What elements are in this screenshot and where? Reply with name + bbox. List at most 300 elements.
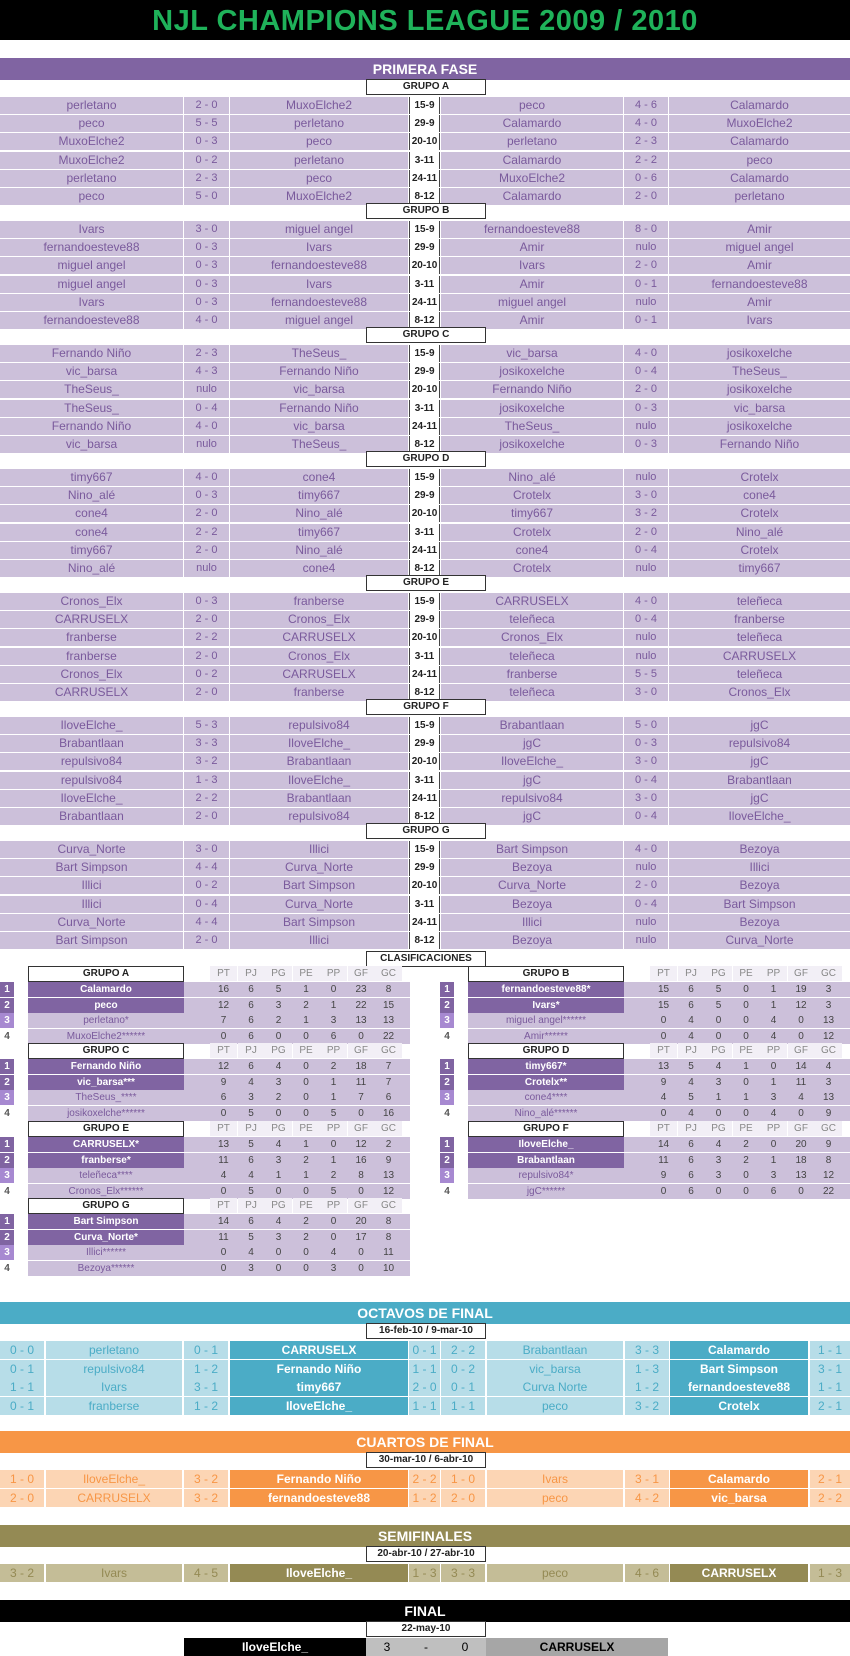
team-name: franberse	[441, 666, 623, 683]
team-name: josikoxelche******	[28, 1106, 184, 1121]
stat-value: 1	[715, 1092, 722, 1103]
aggregate-score: 0 - 1	[409, 1341, 440, 1359]
stat-value: 0	[303, 1061, 309, 1072]
team-name: Cronos_Elx	[441, 629, 623, 646]
team-name: perletano	[230, 115, 408, 132]
team-name: IloveElche_	[0, 717, 183, 734]
stat-value: 3	[275, 1076, 282, 1088]
team-name: Curva_Norte	[230, 859, 408, 876]
team-name: Bezoya	[669, 841, 850, 858]
aggregate-score: 2 - 0	[409, 1378, 440, 1396]
team-name: Ivars	[230, 276, 408, 293]
team-name: vic_barsa	[0, 436, 183, 453]
team-name: repulsivo84	[0, 772, 183, 789]
rank: 1	[0, 1059, 14, 1074]
stat-value: 6	[248, 1216, 254, 1227]
column-header: GC	[375, 966, 402, 981]
team-name: cone4****	[468, 1090, 624, 1105]
column-header: PT	[650, 966, 677, 981]
match-score: 4 - 4	[184, 859, 229, 876]
match-score: nulo	[624, 914, 668, 931]
stat-value: 0	[358, 1107, 364, 1119]
rank: 2	[440, 1153, 454, 1168]
team-name: miguel angel	[230, 221, 408, 238]
column-header: PG	[265, 1198, 292, 1213]
team-name: Illici******	[28, 1245, 184, 1260]
stat-value: 8	[385, 1216, 392, 1227]
aggregate-score: 0 - 1	[0, 1397, 44, 1415]
stat-value: 15	[657, 984, 670, 995]
team-name: Amir	[669, 257, 850, 274]
rank: 1	[440, 1059, 454, 1074]
team-name: Curva_Norte	[441, 877, 623, 894]
team-name: josikoxelche	[669, 418, 850, 435]
team-name: IloveElche_	[230, 735, 408, 752]
stat-value: 6	[385, 1092, 392, 1103]
team-name: vic_barsa	[669, 400, 850, 417]
stat-value: 14	[657, 1139, 670, 1150]
stat-value: 17	[355, 1231, 367, 1243]
aggregate-score: 3 - 1	[184, 1378, 228, 1396]
rank: 1	[0, 1214, 14, 1229]
match-score: 2 - 0	[184, 648, 229, 665]
aggregate-score: 0 - 0	[0, 1341, 44, 1359]
stat-value: 0	[330, 1216, 337, 1227]
stat-value: 0	[798, 1030, 804, 1042]
stat-value: 4	[248, 1247, 254, 1258]
team-name: Crotelx	[441, 524, 623, 541]
rank: 3	[0, 1013, 14, 1028]
team-name: fernandoesteve88	[230, 257, 408, 274]
team-name: Bart Simpson	[441, 841, 623, 858]
stat-value: 0	[303, 1247, 309, 1258]
match-score: 3 - 2	[624, 505, 668, 522]
final-date: 22-may-10	[366, 1621, 486, 1637]
team-name: Illici	[441, 914, 623, 931]
team-name: TheSeus_	[230, 345, 408, 362]
team-name: Cronos_Elx	[0, 593, 183, 610]
stat-value: 0	[715, 1015, 722, 1026]
group-label: GRUPO D	[366, 451, 486, 467]
stat-value: 4	[660, 1092, 667, 1103]
stat-value: 5	[715, 999, 722, 1011]
team-name: jgC	[669, 753, 850, 770]
team-name: Bezoya	[669, 914, 850, 931]
stat-value: 3	[770, 1092, 777, 1103]
match-score: 0 - 4	[184, 896, 229, 913]
semis-banner: SEMIFINALES	[0, 1525, 850, 1547]
match-score: 5 - 0	[624, 717, 668, 734]
standings-group-label: GRUPO C	[28, 1043, 184, 1059]
team-name: Nino_alé	[230, 505, 408, 522]
column-header: GC	[375, 1198, 402, 1213]
stat-value: 14	[217, 1216, 230, 1227]
match-date: 8-12	[409, 436, 440, 453]
column-header: GC	[375, 1043, 402, 1058]
standings-group-label: GRUPO G	[28, 1198, 184, 1214]
stat-value: 7	[358, 1092, 364, 1103]
match-date: 15-9	[409, 221, 440, 238]
stat-value: 4	[688, 1107, 694, 1119]
team-name: Bezoya	[669, 877, 850, 894]
rank: 2	[0, 998, 14, 1013]
team-name: timy667	[230, 487, 408, 504]
aggregate-score: 2 - 0	[441, 1489, 485, 1507]
stat-value: 11	[658, 1154, 669, 1166]
aggregate-score: 3 - 2	[184, 1470, 228, 1488]
stat-value: 2	[385, 1139, 392, 1150]
cuartos-date: 30-mar-10 / 6-abr-10	[366, 1452, 486, 1468]
team-name: MuxoElche2	[669, 115, 850, 132]
stat-value: 3	[248, 1092, 254, 1103]
team-name: vic_barsa***	[28, 1075, 184, 1090]
stat-value: 0	[358, 1247, 364, 1258]
match-date: 29-9	[409, 487, 440, 504]
stat-value: 2	[303, 1231, 309, 1243]
stat-value: 0	[330, 984, 337, 995]
team-name: CARRUSELX*	[28, 1137, 184, 1152]
stat-value: 0	[743, 1185, 749, 1197]
match-score: 2 - 3	[184, 345, 229, 362]
team-name: IloveElche_	[0, 790, 183, 807]
team-name: Fernando Niño	[669, 436, 850, 453]
stat-value: 2	[743, 1154, 749, 1166]
column-header: PP	[320, 1198, 347, 1213]
column-header: GC	[815, 1121, 842, 1136]
octavos-banner: OCTAVOS DE FINAL	[0, 1302, 850, 1324]
team-name: Bezoya******	[28, 1261, 184, 1276]
column-header: PP	[760, 966, 787, 981]
team-name: teleñeca	[441, 684, 623, 701]
team-name: Bart Simpson	[0, 932, 183, 949]
match-score: 0 - 1	[624, 312, 668, 329]
team-name: vic_barsa	[441, 345, 623, 362]
semis-date: 20-abr-10 / 27-abr-10	[366, 1546, 486, 1562]
stat-value: 3	[825, 999, 832, 1011]
stat-value: 4	[770, 1030, 777, 1042]
stat-value: 1	[770, 984, 777, 995]
team-name: Brabantlaan	[230, 753, 408, 770]
match-score: 2 - 0	[184, 932, 229, 949]
stat-value: 14	[795, 1061, 807, 1072]
rank: 4	[4, 1107, 10, 1119]
stat-value: 4	[798, 1092, 804, 1103]
match-date: 3-11	[409, 524, 440, 541]
team-name: MuxoElche2	[0, 133, 183, 150]
aggregate-score: 3 - 3	[625, 1341, 669, 1359]
stat-value: 0	[330, 1139, 337, 1150]
stat-value: 4	[248, 1170, 254, 1181]
team-name: CARRUSELX	[669, 648, 850, 665]
stat-value: 8	[385, 1231, 392, 1243]
team-name: fernandoesteve88*	[468, 982, 624, 997]
team-name: peco	[487, 1397, 623, 1415]
match-score: 3 - 0	[624, 684, 668, 701]
stat-value: 2	[330, 1061, 337, 1072]
stat-value: 9	[825, 1139, 832, 1150]
stat-value: 6	[688, 984, 694, 995]
match-score: 5 - 3	[184, 717, 229, 734]
rank: 2	[0, 1230, 14, 1245]
stat-value: 13	[382, 1170, 395, 1181]
team-name: Curva_Norte	[0, 914, 183, 931]
stat-value: 0	[220, 1107, 227, 1119]
match-date: 29-9	[409, 239, 440, 256]
stat-value: 0	[275, 1107, 282, 1119]
stat-value: 0	[660, 1185, 667, 1197]
team-name: peco	[230, 133, 408, 150]
team-name: teleñeca	[669, 593, 850, 610]
stat-value: 9	[825, 1107, 832, 1119]
stat-value: 12	[217, 999, 230, 1011]
column-header: PJ	[678, 1043, 705, 1058]
aggregate-score: 0 - 1	[441, 1378, 485, 1396]
aggregate-score: 0 - 1	[0, 1360, 44, 1378]
match-score: 0 - 3	[184, 276, 229, 293]
team-name: Calamardo	[669, 97, 850, 114]
team-name: TheSeus_	[669, 363, 850, 380]
stat-value: 11	[383, 1247, 394, 1258]
match-date: 24-11	[409, 170, 440, 187]
match-score: 4 - 0	[624, 841, 668, 858]
match-date: 15-9	[409, 593, 440, 610]
rank: 2	[440, 1075, 454, 1090]
team-name: Amir	[669, 221, 850, 238]
team-name: Illici	[230, 932, 408, 949]
aggregate-score: 0 - 1	[184, 1341, 228, 1359]
stat-value: 0	[358, 1262, 364, 1274]
team-name: miguel angel	[230, 312, 408, 329]
aggregate-score: 4 - 6	[625, 1564, 669, 1582]
aggregate-score: 1 - 2	[409, 1489, 440, 1507]
stat-value: 5	[688, 1092, 694, 1103]
match-date: 24-11	[409, 666, 440, 683]
team-name: vic_barsa	[0, 363, 183, 380]
match-score: 2 - 3	[624, 133, 668, 150]
stat-value: 0	[743, 1030, 749, 1042]
match-date: 8-12	[409, 188, 440, 205]
stat-value: 1	[770, 999, 777, 1011]
match-score: nulo	[624, 859, 668, 876]
team-name: Ivars	[46, 1564, 182, 1582]
match-score: nulo	[624, 418, 668, 435]
match-score: nulo	[624, 629, 668, 646]
match-date: 15-9	[409, 345, 440, 362]
match-score: 3 - 2	[184, 753, 229, 770]
team-name: timy667	[230, 1378, 408, 1396]
team-name: Nino_alé	[669, 524, 850, 541]
column-header: PJ	[238, 1121, 265, 1136]
match-date: 24-11	[409, 294, 440, 311]
column-header: GF	[788, 1121, 815, 1136]
team-name: IloveElche_	[441, 753, 623, 770]
match-score: 4 - 0	[624, 593, 668, 610]
stat-value: 6	[688, 1185, 694, 1197]
match-score: 2 - 2	[184, 524, 229, 541]
match-date: 15-9	[409, 717, 440, 734]
team-name: CARRUSELX	[230, 629, 408, 646]
column-header: PG	[265, 966, 292, 981]
stat-value: 6	[330, 1030, 337, 1042]
stat-value: 10	[382, 1262, 395, 1274]
team-name: Fernando Niño	[0, 345, 183, 362]
standings-group-label: GRUPO A	[28, 966, 184, 982]
team-name: Calamardo	[669, 133, 850, 150]
team-name: josikoxelche	[669, 345, 850, 362]
team-name: cone4	[0, 524, 183, 541]
column-header: PP	[320, 1043, 347, 1058]
column-header: GF	[348, 1043, 375, 1058]
match-date: 20-10	[409, 629, 440, 646]
match-score: 2 - 2	[624, 152, 668, 169]
team-name: perletano	[0, 97, 183, 114]
match-date: 15-9	[409, 469, 440, 486]
stat-value: 6	[770, 1185, 777, 1197]
team-name: Bezoya	[441, 859, 623, 876]
team-name: perletano	[230, 152, 408, 169]
stat-value: 4	[715, 1139, 722, 1150]
team-name: IloveElche_	[468, 1137, 624, 1152]
stat-value: 0	[303, 1092, 309, 1103]
team-name: perletano	[441, 133, 623, 150]
team-name: IloveElche_	[230, 1397, 408, 1415]
aggregate-score: 1 - 3	[810, 1564, 850, 1582]
team-name: Fernando Niño	[28, 1059, 184, 1074]
team-name: peco	[0, 188, 183, 205]
team-name: Fernando Niño	[230, 1470, 408, 1488]
stat-value: 3	[825, 1076, 832, 1088]
stat-value: 0	[743, 1015, 749, 1026]
stat-value: 0	[275, 1030, 282, 1042]
team-name: vic_barsa	[230, 418, 408, 435]
stat-value: 1	[743, 1092, 749, 1103]
match-score: 4 - 0	[624, 115, 668, 132]
stat-value: 1	[330, 1154, 337, 1166]
team-name: Bezoya	[441, 896, 623, 913]
stat-value: 2	[303, 1154, 309, 1166]
final-away-score: 0	[444, 1638, 486, 1656]
team-name: teleñeca	[669, 629, 850, 646]
team-name: Amir******	[468, 1029, 624, 1044]
aggregate-score: 3 - 2	[0, 1564, 44, 1582]
match-score: 0 - 4	[184, 400, 229, 417]
team-name: Calamardo	[28, 982, 184, 997]
team-name: cone4	[0, 505, 183, 522]
stat-value: 1	[303, 1015, 309, 1026]
team-name: Ivars*	[468, 998, 624, 1013]
match-date: 3-11	[409, 400, 440, 417]
stat-value: 4	[275, 1216, 282, 1227]
team-name: Curva Norte	[487, 1378, 623, 1396]
stat-value: 12	[822, 1170, 835, 1181]
match-date: 20-10	[409, 753, 440, 770]
match-score: 0 - 3	[184, 239, 229, 256]
match-date: 29-9	[409, 611, 440, 628]
team-name: jgC	[441, 735, 623, 752]
match-score: 3 - 0	[624, 487, 668, 504]
aggregate-score: 1 - 1	[810, 1378, 850, 1396]
stat-value: 0	[660, 1030, 667, 1042]
team-name: peco	[441, 97, 623, 114]
stat-value: 0	[303, 1076, 309, 1088]
match-score: 2 - 0	[184, 611, 229, 628]
aggregate-score: 2 - 2	[441, 1341, 485, 1359]
match-score: 2 - 0	[624, 188, 668, 205]
team-name: Bart Simpson	[28, 1214, 184, 1229]
team-name: Nino_alé******	[468, 1106, 624, 1121]
team-name: Illici	[0, 877, 183, 894]
team-name: Crotelx	[669, 542, 850, 559]
team-name: CARRUSELX	[670, 1564, 808, 1582]
team-name: franberse	[230, 593, 408, 610]
team-name: MuxoElche2******	[28, 1029, 184, 1044]
team-name: cone4	[230, 469, 408, 486]
stat-value: 1	[330, 1092, 337, 1103]
team-name: perletano*	[28, 1013, 184, 1028]
stat-value: 8	[385, 984, 392, 995]
team-name: Bart Simpson	[669, 896, 850, 913]
stat-value: 5	[248, 1231, 254, 1243]
aggregate-score: 2 - 0	[0, 1489, 44, 1507]
team-name: jgC	[669, 717, 850, 734]
team-name: Ivars	[669, 312, 850, 329]
aggregate-score: 3 - 2	[184, 1489, 228, 1507]
team-name: Curva_Norte*	[28, 1230, 184, 1245]
team-name: perletano	[669, 188, 850, 205]
column-header: PJ	[678, 1121, 705, 1136]
match-score: nulo	[184, 436, 229, 453]
stat-value: 0	[303, 1030, 309, 1042]
match-date: 20-10	[409, 381, 440, 398]
column-header: GC	[815, 1043, 842, 1058]
aggregate-score: 1 - 0	[0, 1470, 44, 1488]
aggregate-score: 1 - 1	[409, 1397, 440, 1415]
team-name: Brabantlaan	[441, 717, 623, 734]
team-name: timy667*	[468, 1059, 624, 1074]
column-header: PE	[733, 1043, 760, 1058]
team-name: vic_barsa	[230, 381, 408, 398]
stat-value: 4	[688, 1015, 694, 1026]
stat-value: 0	[330, 1231, 337, 1243]
page-title: NJL CHAMPIONS LEAGUE 2009 / 2010	[0, 0, 850, 40]
stat-value: 12	[822, 1030, 835, 1042]
stat-value: 13	[657, 1061, 670, 1072]
column-header: GC	[815, 966, 842, 981]
clasificaciones-label: CLASIFICACIONES	[366, 951, 486, 967]
team-name: josikoxelche	[441, 400, 623, 417]
stat-value: 19	[795, 984, 807, 995]
team-name: peco	[0, 115, 183, 132]
group-label: GRUPO C	[366, 327, 486, 343]
match-score: 0 - 3	[624, 735, 668, 752]
team-name: Calamardo	[670, 1341, 808, 1359]
stat-value: 3	[770, 1170, 777, 1181]
match-score: 0 - 3	[624, 436, 668, 453]
stat-value: 4	[220, 1170, 227, 1181]
team-name: CARRUSELX	[0, 611, 183, 628]
stat-value: 1	[303, 984, 309, 995]
stat-value: 2	[330, 1170, 337, 1181]
team-name: peco	[487, 1564, 623, 1582]
stat-value: 18	[355, 1061, 367, 1072]
team-name: franberse	[46, 1397, 182, 1415]
team-name: repulsivo84*	[468, 1168, 624, 1183]
stat-value: 15	[657, 999, 670, 1011]
team-name: CARRUSELX	[230, 666, 408, 683]
rank: 2	[0, 1075, 14, 1090]
stat-value: 1	[770, 1154, 777, 1166]
rank: 3	[440, 1168, 454, 1183]
